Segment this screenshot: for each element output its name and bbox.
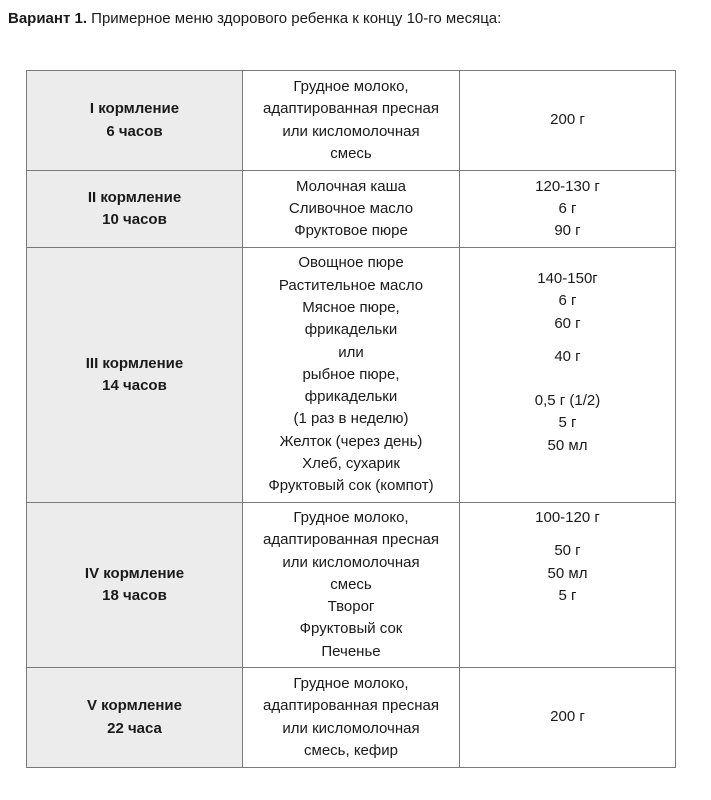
feeding-time: 18 часов xyxy=(102,587,167,604)
food-item: или кисломолочная xyxy=(282,122,420,140)
title-description: Примерное меню здорового ребенка к концу 10-го месяца: xyxy=(91,10,502,27)
page-title xyxy=(8,8,698,30)
food-item: или кисломолочная xyxy=(282,719,420,737)
foods-cell xyxy=(243,71,460,171)
amount-item: 6 г xyxy=(558,292,577,310)
food-item: Желток (через день) xyxy=(279,432,423,450)
food-item: Мясное пюре, xyxy=(302,298,400,316)
amounts-cell xyxy=(460,171,676,248)
feeding-name: II кормление xyxy=(87,188,182,206)
amounts-cell xyxy=(460,668,676,768)
food-item: Грудное молоко, xyxy=(293,77,409,95)
food-item: смесь, кефир xyxy=(304,741,398,759)
food-item: адаптированная пресная xyxy=(263,100,439,118)
amount-item: 200 г xyxy=(550,111,585,129)
food-item: Творог xyxy=(327,598,375,616)
feeding-cell xyxy=(27,668,243,768)
amount-item: 120-130 г xyxy=(535,177,600,195)
spacer xyxy=(460,529,675,540)
amount-item: 5 г xyxy=(558,414,577,432)
amount-item: 0,5 г (1/2) xyxy=(534,392,601,410)
food-item: или xyxy=(338,343,364,361)
food-item: Растительное масло xyxy=(278,276,424,294)
amount-item: 50 мл xyxy=(547,564,588,582)
food-item: Молочная каша xyxy=(296,177,406,195)
table-row xyxy=(27,71,676,171)
feeding-cell xyxy=(27,171,243,248)
feeding-name: III кормление xyxy=(85,354,184,372)
food-item: Фруктовый сок xyxy=(299,620,403,638)
feeding-time: 14 часов xyxy=(102,377,167,394)
food-item: адаптированная пресная xyxy=(263,531,439,549)
feeding-menu-table xyxy=(26,70,676,768)
food-item: или кисломолочная xyxy=(282,553,420,571)
amount-item: 100-120 г xyxy=(535,509,600,526)
food-item: смесь xyxy=(330,144,372,162)
feeding-name: V кормление xyxy=(86,697,182,715)
table-row xyxy=(27,668,676,768)
spacer xyxy=(460,368,675,379)
foods-cell xyxy=(243,668,460,768)
food-item: Хлеб, сухарик xyxy=(302,455,400,473)
feeding-name: IV кормление xyxy=(84,564,185,582)
table-row xyxy=(27,171,676,248)
food-item: Печенье xyxy=(321,642,381,660)
amount-item: 60 г xyxy=(554,314,581,332)
feeding-cell xyxy=(27,248,243,503)
amounts-cell xyxy=(460,503,676,668)
foods-cell xyxy=(243,503,460,668)
feeding-cell xyxy=(27,71,243,171)
food-item: Грудное молоко, xyxy=(293,508,409,526)
amount-item: 90 г xyxy=(554,222,581,240)
food-item: Сливочное масло xyxy=(288,199,414,217)
feeding-time: 22 часа xyxy=(107,719,162,737)
table-row xyxy=(27,248,676,503)
amount-item: 200 г xyxy=(550,708,585,726)
spacer xyxy=(460,379,675,390)
food-item: адаптированная пресная xyxy=(263,697,439,715)
amount-item: 50 г xyxy=(554,542,581,560)
feeding-time: 10 часов xyxy=(102,211,167,228)
amount-item: 5 г xyxy=(558,586,577,604)
amount-item: 140-150г xyxy=(537,270,598,287)
feeding-name: I кормление xyxy=(89,100,180,118)
food-item: Фруктовый сок (компот) xyxy=(268,477,434,495)
amounts-cell xyxy=(460,71,676,171)
amount-item: 6 г xyxy=(558,199,577,217)
variant-label: Вариант 1. xyxy=(8,10,87,27)
food-item: Овощное пюре xyxy=(298,254,404,272)
food-item: Фруктовое пюре xyxy=(294,222,408,240)
amount-item: 40 г xyxy=(554,347,581,365)
foods-cell xyxy=(243,171,460,248)
amount-item: 50 мл xyxy=(547,436,588,454)
amounts-cell xyxy=(460,248,676,503)
food-item: фрикадельки xyxy=(304,321,398,339)
food-item: Грудное молоко, xyxy=(293,674,409,692)
spacer xyxy=(460,335,675,346)
table-row xyxy=(27,503,676,668)
feeding-time: 6 часов xyxy=(106,122,163,140)
food-item: фрикадельки xyxy=(304,388,398,406)
food-item: рыбное пюре, xyxy=(302,365,400,383)
foods-cell xyxy=(243,248,460,503)
food-item: (1 раз в неделю) xyxy=(293,410,409,428)
feeding-cell xyxy=(27,503,243,668)
food-item: смесь xyxy=(330,575,372,593)
